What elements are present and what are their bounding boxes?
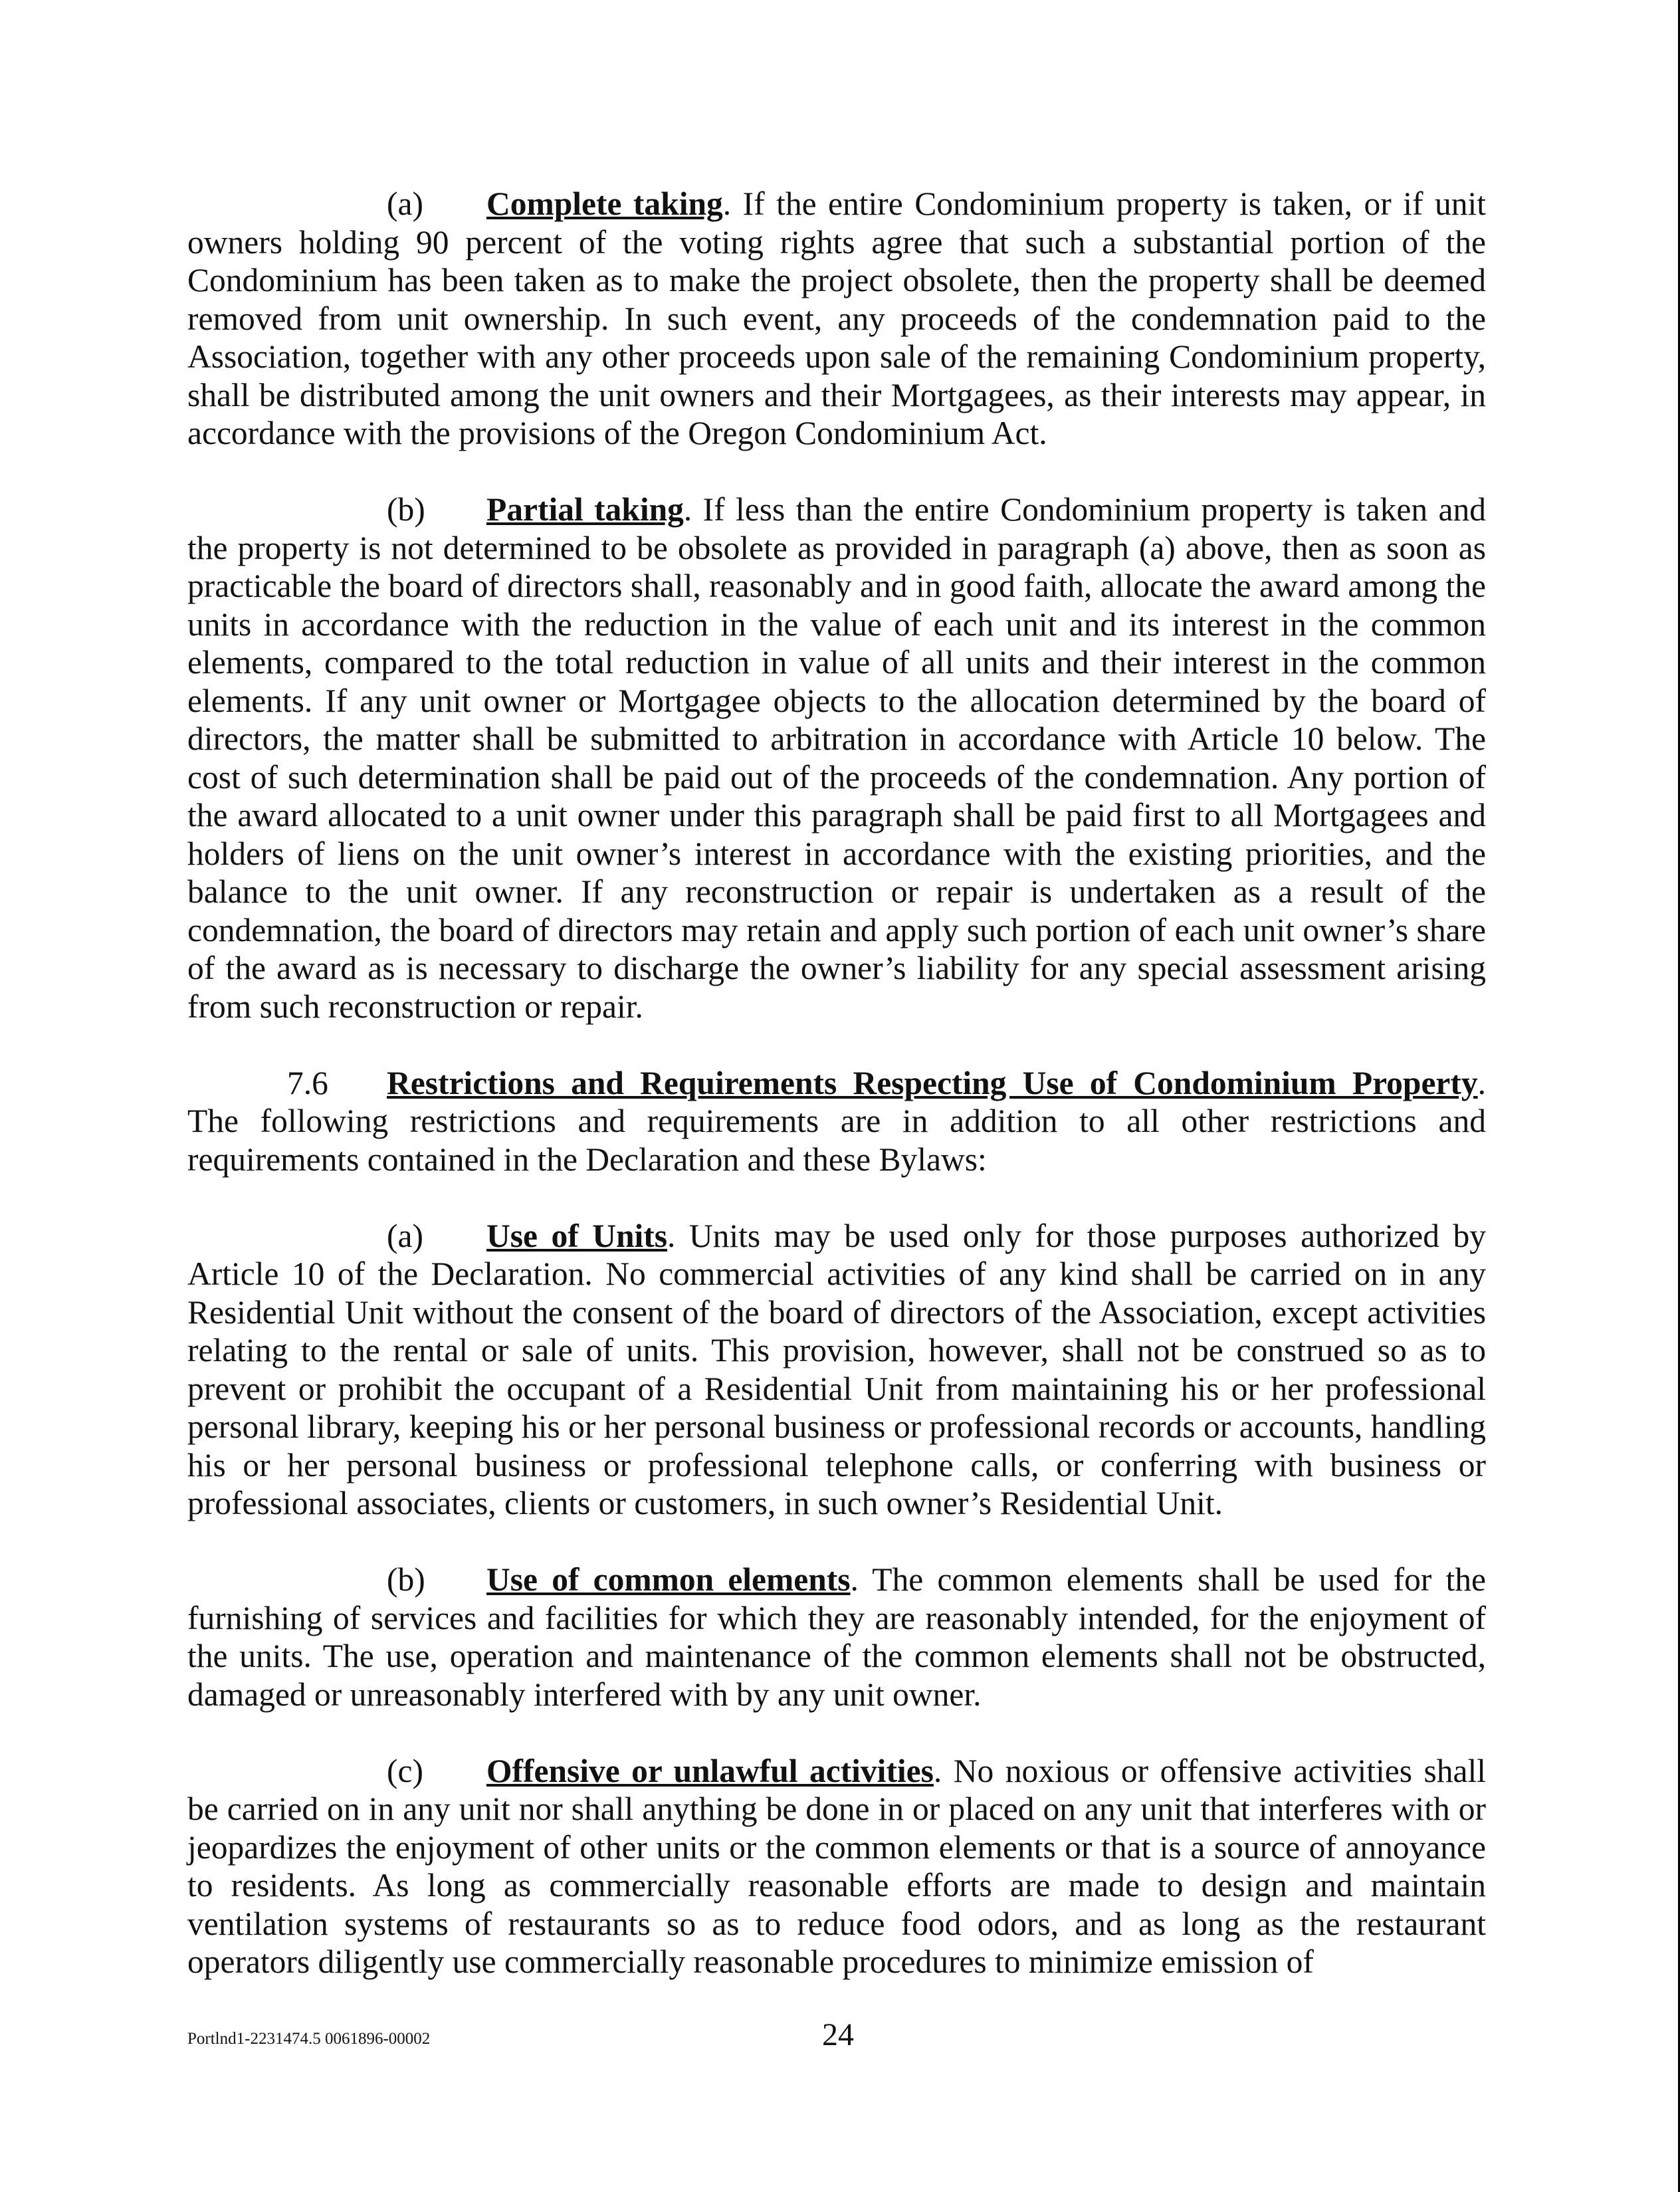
paragraph-text: . No noxious or offensive activities shall be carried on in any unit nor shall anything be done in or placed on any unit that interferes with or jeopardizes the enjoyment of other units or the common elements or that is a source of annoyance to residents. As long as commercially reasonable efforts are made to design and maintain ventilation systems of restaurants so as to reduce food odors, and as long as the restaurant operators diligently use commercially reasonable procedures to minimize emission of bbox=[187, 1752, 1486, 1980]
paragraph-offensive-activities bbox=[187, 1752, 1486, 1981]
paragraph-heading: Partial taking bbox=[486, 491, 684, 528]
paragraph-label: (b) bbox=[387, 1561, 425, 1598]
section-number: 7.6 bbox=[287, 1064, 328, 1101]
paragraph-label: (c) bbox=[387, 1752, 423, 1789]
paragraph-heading: Offensive or unlawful activities bbox=[486, 1752, 934, 1789]
paragraph-label: (a) bbox=[387, 185, 423, 222]
section-7-6 bbox=[187, 1064, 1486, 1179]
paragraph-label: (a) bbox=[387, 1217, 423, 1254]
paragraph-text: . Units may be used only for those purposes authorized by Article 10 of the Declaration. No commercial activities of any kind shall be carried on in any Residential Unit without the consent of the board of directors of the Association, except activities relating to the rental or sale of units. This provision, however, shall not be construed so as to prevent or prohibit the occupant of a Residential Unit from maintaining his or her professional personal library, keeping his or her personal business or professional records or accounts, handling his or her personal business or professional telephone calls, or conferring with business or professional associates, clients or customers, in such owner’s Residential Unit. bbox=[187, 1217, 1486, 1521]
paragraph-heading: Use of Units bbox=[486, 1217, 668, 1254]
paragraph-heading: Complete taking bbox=[486, 185, 723, 222]
section-heading: Restrictions and Requirements Respecting Use of Condominium Property bbox=[387, 1064, 1478, 1101]
page-number: 24 bbox=[822, 2017, 854, 2052]
paragraph-complete-taking bbox=[187, 185, 1486, 453]
document-body bbox=[187, 185, 1486, 2019]
paragraph-text: . The common elements shall be used for the furnishing of services and facilities for which they are reasonably intended, for the enjoyment of the units. The use, operation and maintenance of the common elements shall not be obstructed, damaged or unreasonably interfered with by any unit owner. bbox=[187, 1561, 1486, 1713]
paragraph-use-of-units bbox=[187, 1217, 1486, 1523]
paragraph-text: . If the entire Condominium property is taken, or if unit owners holding 90 percent of the voting rights agree that such a substantial portion of the Condominium has been taken as to make the project obsolete, then the property shall be deemed removed from unit ownership. In such event, any proceeds of the condemnation paid to the Association, together with any other proceeds upon sale of the remaining Condominium property, shall be distributed among the unit owners and their Mortgagees, as their interests may appear, in accordance with the provisions of the Oregon Condominium Act. bbox=[187, 185, 1486, 451]
paragraph-heading: Use of common elements bbox=[486, 1561, 851, 1598]
paragraph-label: (b) bbox=[387, 491, 425, 528]
footer-document-id: Portlnd1-2231474.5 0061896-00002 bbox=[187, 2030, 431, 2048]
paragraph-partial-taking bbox=[187, 491, 1486, 1026]
paragraph-text: . If less than the entire Condominium property is taken and the property is not determined to be obsolete as provided in paragraph (a) above, then as soon as practicable the board of directors shall, reasonably and in good faith, allocate the award among the units in accordance with the reduction in the value of each unit and its interest in the common elements, compared to the total reduction in value of all units and their interest in the common elements. If any unit owner or Mortgagee objects to the allocation determined by the board of directors, the matter shall be submitted to arbitration in accordance with Article 10 below. The cost of such determination shall be paid out of the proceeds of the condemnation. Any portion of the award allocated to a unit owner under this paragraph shall be paid first to all Mortgagees and holders of liens on the unit owner’s interest in accordance with the existing priorities, and the balance to the unit owner. If any reconstruction or repair is undertaken as a result of the condemnation, the board of directors may retain and apply such portion of each unit owner’s share of the award as is necessary to discharge the owner’s liability for any special assessment arising from such reconstruction or repair. bbox=[187, 491, 1486, 1025]
section-text: . The following restrictions and requirements are in addition to all other restrictions and requirements contained in the Declaration and these Bylaws: bbox=[187, 1064, 1486, 1178]
paragraph-use-of-common-elements bbox=[187, 1561, 1486, 1713]
